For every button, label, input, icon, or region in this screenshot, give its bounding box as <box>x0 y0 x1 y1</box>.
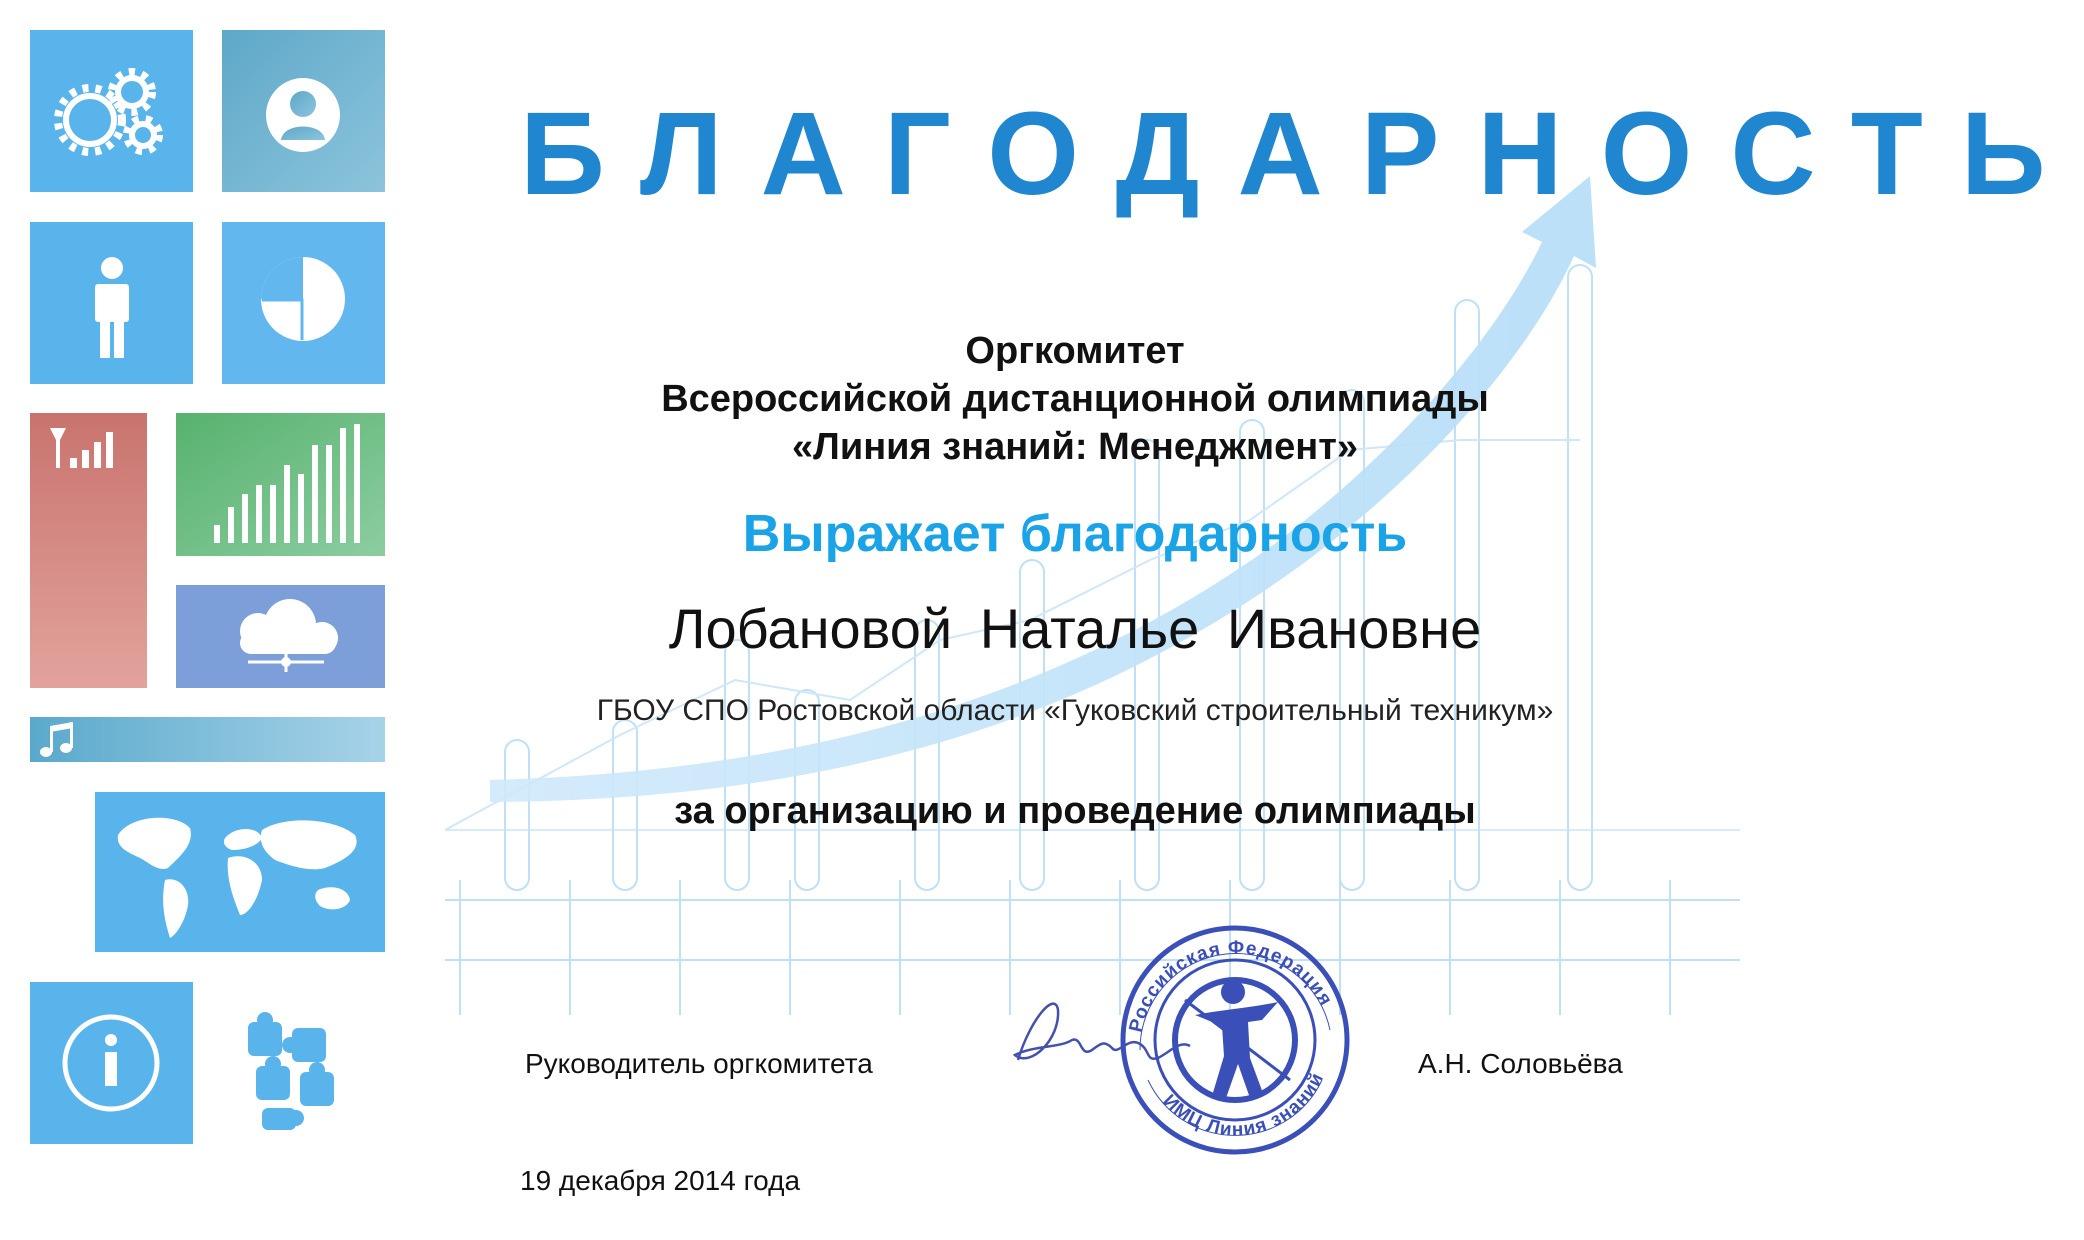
decorative-grid <box>445 830 1740 1015</box>
pie-chart-icon <box>261 257 345 341</box>
organizer-olympiad-name: «Линия знаний: Менеджмент» <box>792 426 1358 468</box>
user-icon <box>266 78 340 152</box>
signature-scribble <box>1015 1004 1190 1060</box>
certificate-heading: БЛАГОДАРНОСТЬ <box>520 88 2084 220</box>
organizer-event: Всероссийской дистанционной олимпиады <box>661 378 1489 420</box>
tile-cloud <box>176 585 385 688</box>
recipient-institution: ГБОУ СПО Ростовской области «Гуковский строительный техникум» <box>596 694 1554 727</box>
tile-person <box>30 222 193 384</box>
tile-puzzle <box>248 1012 334 1130</box>
signatory-name: А.Н. Соловьёва <box>1418 1048 1623 1079</box>
issue-date: 19 декабря 2014 года <box>520 1165 801 1196</box>
award-reason: за организацию и проведение олимпиады <box>674 790 1476 832</box>
tile-user <box>222 30 385 192</box>
stamp-bottom-text: ИМЦ Линия знаний <box>1158 1069 1329 1141</box>
tile-signal <box>30 413 147 688</box>
tile-info <box>30 982 193 1144</box>
tile-music <box>30 717 385 762</box>
recipient-name: Лобановой Наталье Ивановне <box>668 597 1482 660</box>
tile-gears <box>30 30 193 192</box>
tile-bar-chart <box>176 413 385 556</box>
official-stamp <box>1123 928 1347 1152</box>
tile-pie <box>222 222 385 384</box>
organizer-title: Оргкомитет <box>965 330 1185 372</box>
puzzle-icon <box>248 1012 334 1130</box>
signatory-title: Руководитель оргкомитета <box>525 1048 873 1079</box>
tile-world-map <box>95 792 385 952</box>
stamp-top-text: Российская Федерация <box>1125 937 1337 1035</box>
expresses-gratitude: Выражает благодарность <box>742 505 1408 563</box>
